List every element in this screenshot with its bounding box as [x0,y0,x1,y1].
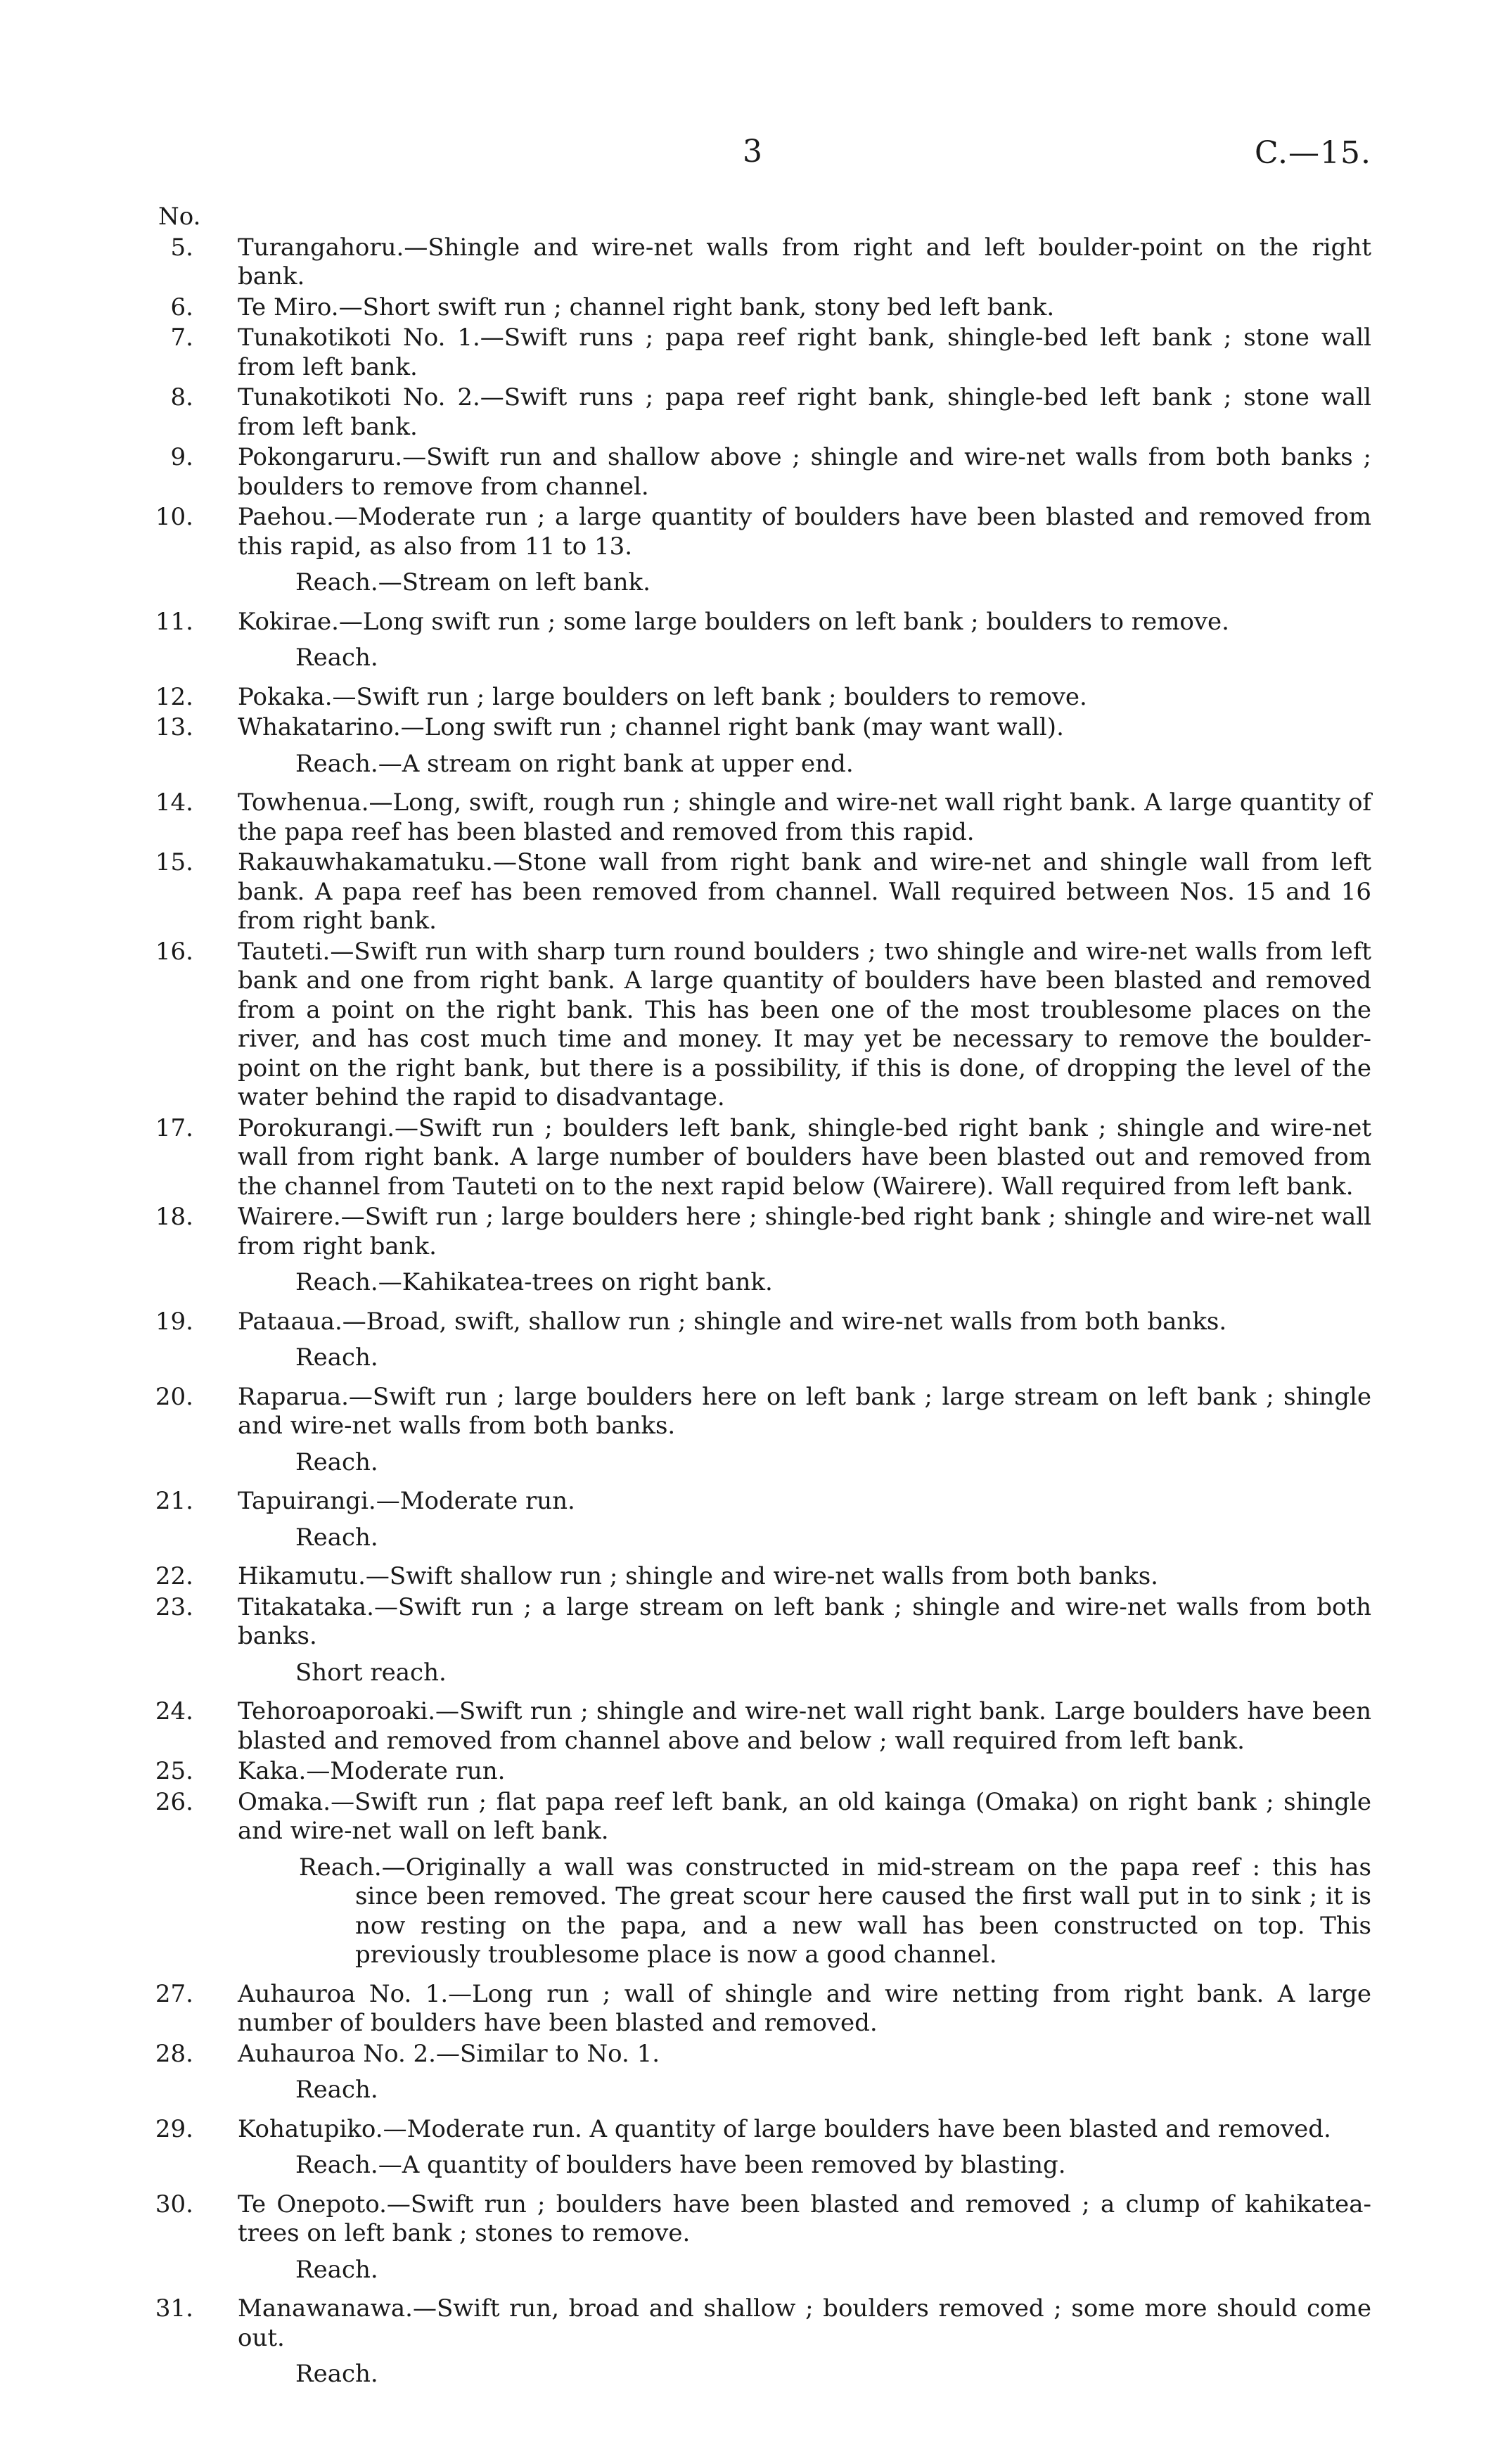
rapid-entry [144,683,1371,713]
entry-number: 20. [155,1382,193,1411]
entry-text: Omaka.—Swift run ; flat papa reef left bank, an old kainga (Omaka) on right bank ; shingle and wire-net wall on left bank. [238,1787,1371,1845]
entry-number: 26. [155,1787,193,1816]
rapid-entry [144,1980,1371,2038]
rapid-entry [144,608,1371,637]
entry-number: 5. [170,233,193,262]
entry-number: 23. [155,1592,193,1621]
rapid-entry [144,2115,1371,2145]
entry-text: Towhenua.—Long, swift, rough run ; shingle and wire-net wall right bank. A large quantity of the papa reef has been blasted and removed from this rapid. [238,788,1371,846]
rapid-entry [144,503,1371,561]
entry-text: Pokaka.—Swift run ; large boulders on left bank ; boulders to remove. [238,682,1087,711]
entry-number: 8. [170,383,193,411]
entry-text: Kokirae.—Long swift run ; some large boulders on left bank ; boulders to remove. [238,607,1229,636]
rapid-entry [144,1487,1371,1516]
entry-text: Manawanawa.—Swift run, broad and shallow ; boulders removed ; some more should come out. [238,2294,1371,2352]
entry-number: 11. [155,607,193,636]
reach-note: Reach. [295,2360,378,2388]
entry-text: Tehoroaporoaki.—Swift run ; shingle and wire-net wall right bank. Large boulders have been blasted and removed from channel above and below ; wall required from left bank. [238,1697,1371,1755]
entry-text: Tauteti.—Swift run with sharp turn round boulders ; two shingle and wire-net walls from left bank and one from right bank. A large quantity of boulders have been blasted and removed from a point on the right bank. This has been one of the most troublesome places on the river, and has cost much time and money. It may yet be necessary to remove the boulder-point on the right bank, but there is a possibility, if this is done, of dropping the level of the water behind the rapid to disadvantage. [238,937,1371,1111]
entry-number: 22. [155,1562,193,1590]
rapids-list [144,203,1371,2399]
entry-text: Kaka.—Moderate run. [238,1757,506,1785]
reach-note: Reach.—Stream on left bank. [295,568,651,596]
rapid-entry [144,1114,1371,1202]
entry-number: 25. [155,1757,193,1785]
entry-number: 12. [155,682,193,711]
rapid-entry [144,234,1371,292]
rapid-entry [144,2190,1371,2249]
reach-note: Reach. [295,2076,378,2104]
entry-number: 9. [170,443,193,471]
rapid-entry [144,938,1371,1113]
entry-text: Porokurangi.—Swift run ; boulders left bank, shingle-bed right bank ; shingle and wire-net wall from right bank. A large number of boulders have been blasted out and removed from the channel from Tauteti on to the next rapid below (Wairere). Wall required from left bank. [238,1113,1371,1201]
entry-number: 15. [155,848,193,876]
reach-note: Reach. [295,644,378,672]
rapid-entry [144,1757,1371,1787]
entry-text: Turangahoru.—Shingle and wire-net walls from right and left boulder-point on the right bank. [238,233,1371,290]
rapid-entry [144,1788,1371,1846]
reach-note: Reach. [295,1448,378,1476]
entry-text: Titakataka.—Swift run ; a large stream on left bank ; shingle and wire-net walls from both banks. [238,1592,1371,1650]
items-container [144,234,1371,2389]
rapid-entry [144,1562,1371,1592]
rapid-entry [144,293,1371,323]
rapid-entry [144,788,1371,847]
rapid-entry [144,1203,1371,1261]
entry-text: Raparua.—Swift run ; large boulders here on left bank ; large stream on left bank ; shingle and wire-net walls from both banks. [238,1382,1371,1440]
entry-text: Kohatupiko.—Moderate run. A quantity of large boulders have been blasted and removed. [238,2114,1331,2143]
entry-number: 29. [155,2114,193,2143]
entry-text: Pokongaruru.—Swift run and shallow above ; shingle and wire-net walls from both banks ; boulders to remove from channel. [238,443,1371,501]
reach-note: Short reach. [295,1658,447,1687]
entry-text: Hikamutu.—Swift shallow run ; shingle and wire-net walls from both banks. [238,1562,1158,1590]
entry-number: 17. [155,1113,193,1142]
entry-number: 13. [155,713,193,741]
rapid-entry [144,2294,1371,2353]
rapid-entry [144,324,1371,382]
entry-number: 16. [155,937,193,966]
entry-number: 27. [155,1979,193,2008]
entry-text: Auhauroa No. 2.—Similar to No. 1. [238,2039,660,2068]
entry-text: Te Miro.—Short swift run ; channel right bank, stony bed left bank. [238,293,1055,321]
entry-text: Rakauwhakamatuku.—Stone wall from right bank and wire-net and shingle wall from left bank. A papa reef has been removed from channel. Wall required between Nos. 15 and 16 from right bank. [238,848,1371,935]
rapid-entry [144,848,1371,936]
rapid-entry [144,1697,1371,1756]
document-reference: C.—15. [1254,135,1371,171]
entry-text: Whakatarino.—Long swift run ; channel right bank (may want wall). [238,713,1064,741]
column-label: No. [158,203,201,231]
entry-text: Pataaua.—Broad, swift, shallow run ; shingle and wire-net walls from both banks. [238,1307,1227,1336]
rapid-entry [144,443,1371,502]
reach-note: Reach. [295,2255,378,2284]
rapid-entry [144,2040,1371,2069]
entry-text: Tunakotikoti No. 1.—Swift runs ; papa reef right bank, shingle-bed left bank ; stone wall from left bank. [238,324,1371,381]
entry-text: Te Onepoto.—Swift run ; boulders have been blasted and removed ; a clump of kahikatea-trees on left bank ; stones to remove. [238,2190,1371,2247]
entry-number: 30. [155,2190,193,2218]
entry-number: 6. [170,293,193,321]
entry-number: 21. [155,1487,193,1515]
reach-note: Reach.—A stream on right bank at upper end. [295,749,854,778]
entry-number: 14. [155,788,193,817]
entry-number: 31. [155,2294,193,2323]
entry-number: 28. [155,2039,193,2068]
rapid-entry [144,1383,1371,1441]
reach-note: Reach.—A quantity of boulders have been removed by blasting. [295,2151,1066,2179]
entry-text: Tunakotikoti No. 2.—Swift runs ; papa reef right bank, shingle-bed left bank ; stone wall from left bank. [238,383,1371,441]
entry-number: 10. [155,503,193,531]
entry-text: Paehou.—Moderate run ; a large quantity of boulders have been blasted and removed from this rapid, as also from 11 to 13. [238,503,1371,561]
reach-note: Reach.—Kahikatea-trees on right bank. [295,1268,773,1296]
reach-note: Reach. [295,1343,378,1372]
entry-number: 7. [170,324,193,352]
entry-text: Auhauroa No. 1.—Long run ; wall of shingle and wire netting from right bank. A large number of boulders have been blasted and removed. [238,1979,1371,2037]
rapid-entry [144,713,1371,743]
rapid-entry [144,1593,1371,1652]
rapid-entry [144,1308,1371,1337]
page-number: 3 [743,134,762,170]
entry-text: Tapuirangi.—Moderate run. [238,1487,575,1515]
entry-number: 24. [155,1697,193,1725]
entry-number: 18. [155,1203,193,1231]
reach-note: Reach.—Originally a wall was constructed in mid-stream on the papa reef : this has since been removed. The great scour here caused the first wall put in to sink ; it is now resting on the papa, and a new wall has been constructed on top. This previously troublesome place is now a good channel. [299,1853,1371,1969]
entry-text: Wairere.—Swift run ; large boulders here ; shingle-bed right bank ; shingle and wire-net wall from right bank. [238,1203,1371,1260]
entry-number: 19. [155,1307,193,1336]
reach-note: Reach. [295,1523,378,1552]
rapid-entry [144,383,1371,442]
